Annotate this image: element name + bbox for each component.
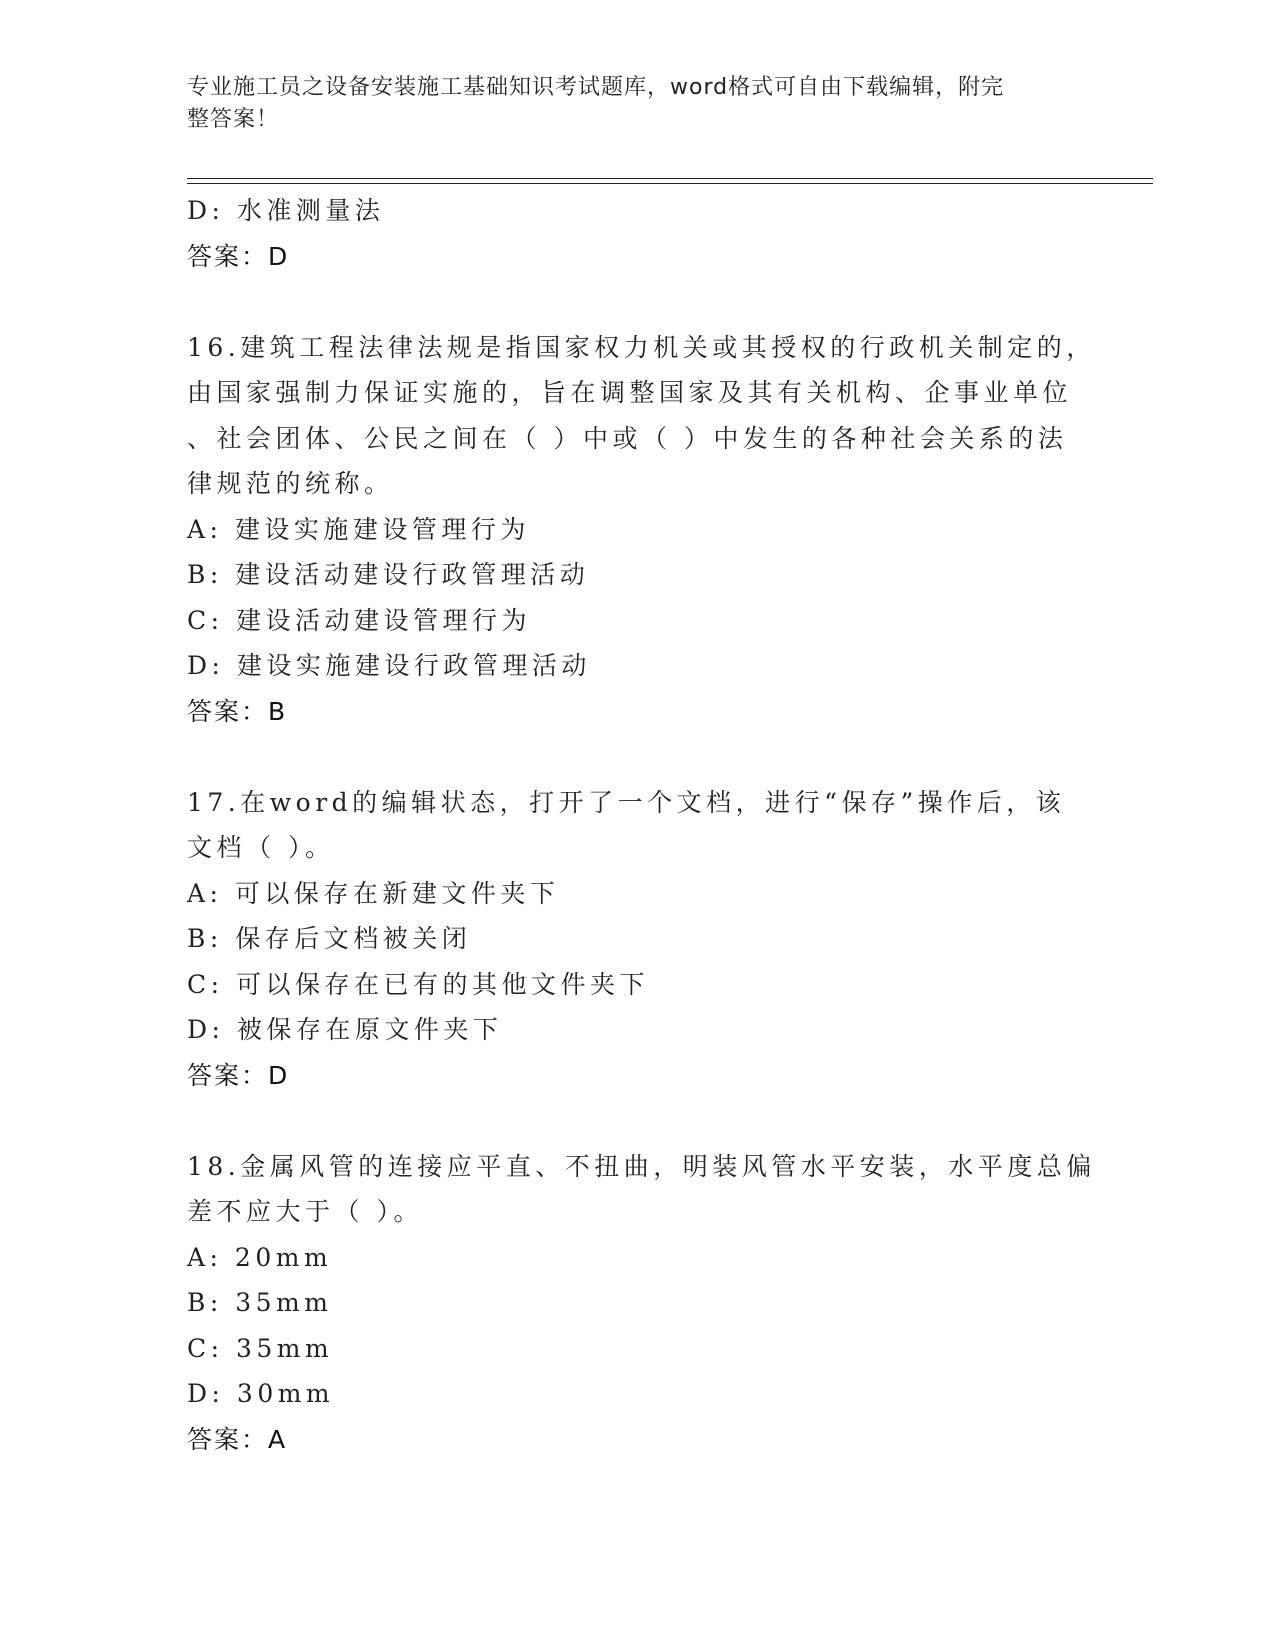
spacer [187, 279, 1087, 325]
answer-line: 答案：B [187, 696, 288, 726]
document-header [187, 72, 1067, 136]
option-d: D: 30mm [187, 1379, 335, 1408]
question-stem-line: 由国家强制力保证实施的，旨在调整国家及其有关机构、企事业单位 [187, 378, 1073, 407]
option-b: B: 保存后文档被关闭 [187, 924, 472, 953]
spacer [187, 734, 1087, 780]
header-line-2: 整答案！ [187, 107, 280, 132]
question-stem-line: 、社会团体、公民之间在（ ）中或（ ）中发生的各种社会关系的法 [187, 423, 1068, 453]
option-c: C: 35mm [187, 1333, 334, 1363]
spacer [187, 1098, 1087, 1144]
answer-line: 答案：D [187, 1060, 290, 1090]
document-body [187, 188, 1096, 1462]
option-b: B: 35mm [187, 1288, 333, 1317]
answer-line: 答案：D [187, 241, 290, 271]
question-stem-line: 16.建筑工程法律法规是指国家权力机关或其授权的行政机关制定的， [187, 332, 1096, 362]
option-d: D: 水准测量法 [187, 196, 385, 225]
question-stem-line: 文档（ ）。 [187, 833, 335, 862]
header-line-1: 专业施工员之设备安装施工基础知识考试题库，word格式可自由下载编辑，附完 [187, 75, 1005, 100]
question-stem-line: 17.在word的编辑状态，打开了一个文档，进行“保存”操作后，该 [187, 787, 1066, 817]
option-d: D: 建设实施建设行政管理活动 [187, 651, 591, 680]
header-divider-bottom [187, 183, 1153, 184]
answer-line: 答案：A [187, 1424, 288, 1454]
question-18 [187, 1144, 1096, 1463]
option-a: A: 可以保存在新建文件夹下 [187, 878, 560, 908]
question-stem-line: 律规范的统称。 [187, 469, 394, 498]
option-a: A: 20mm [187, 1242, 333, 1272]
question-17 [187, 780, 1087, 1099]
option-d: D: 被保存在原文件夹下 [187, 1015, 503, 1044]
option-b: B: 建设活动建设行政管理活动 [187, 560, 590, 589]
option-c: C: 建设活动建设管理行为 [187, 605, 531, 635]
question-stem-line: 差不应大于（ ）。 [187, 1197, 423, 1226]
header-divider-top [187, 178, 1153, 179]
question-16 [187, 325, 1096, 735]
option-c: C: 可以保存在已有的其他文件夹下 [187, 969, 649, 999]
question-stem-line: 18.金属风管的连接应平直、不扭曲，明装风管水平安装，水平度总偏 [187, 1151, 1096, 1181]
option-a: A: 建设实施建设管理行为 [187, 514, 530, 544]
